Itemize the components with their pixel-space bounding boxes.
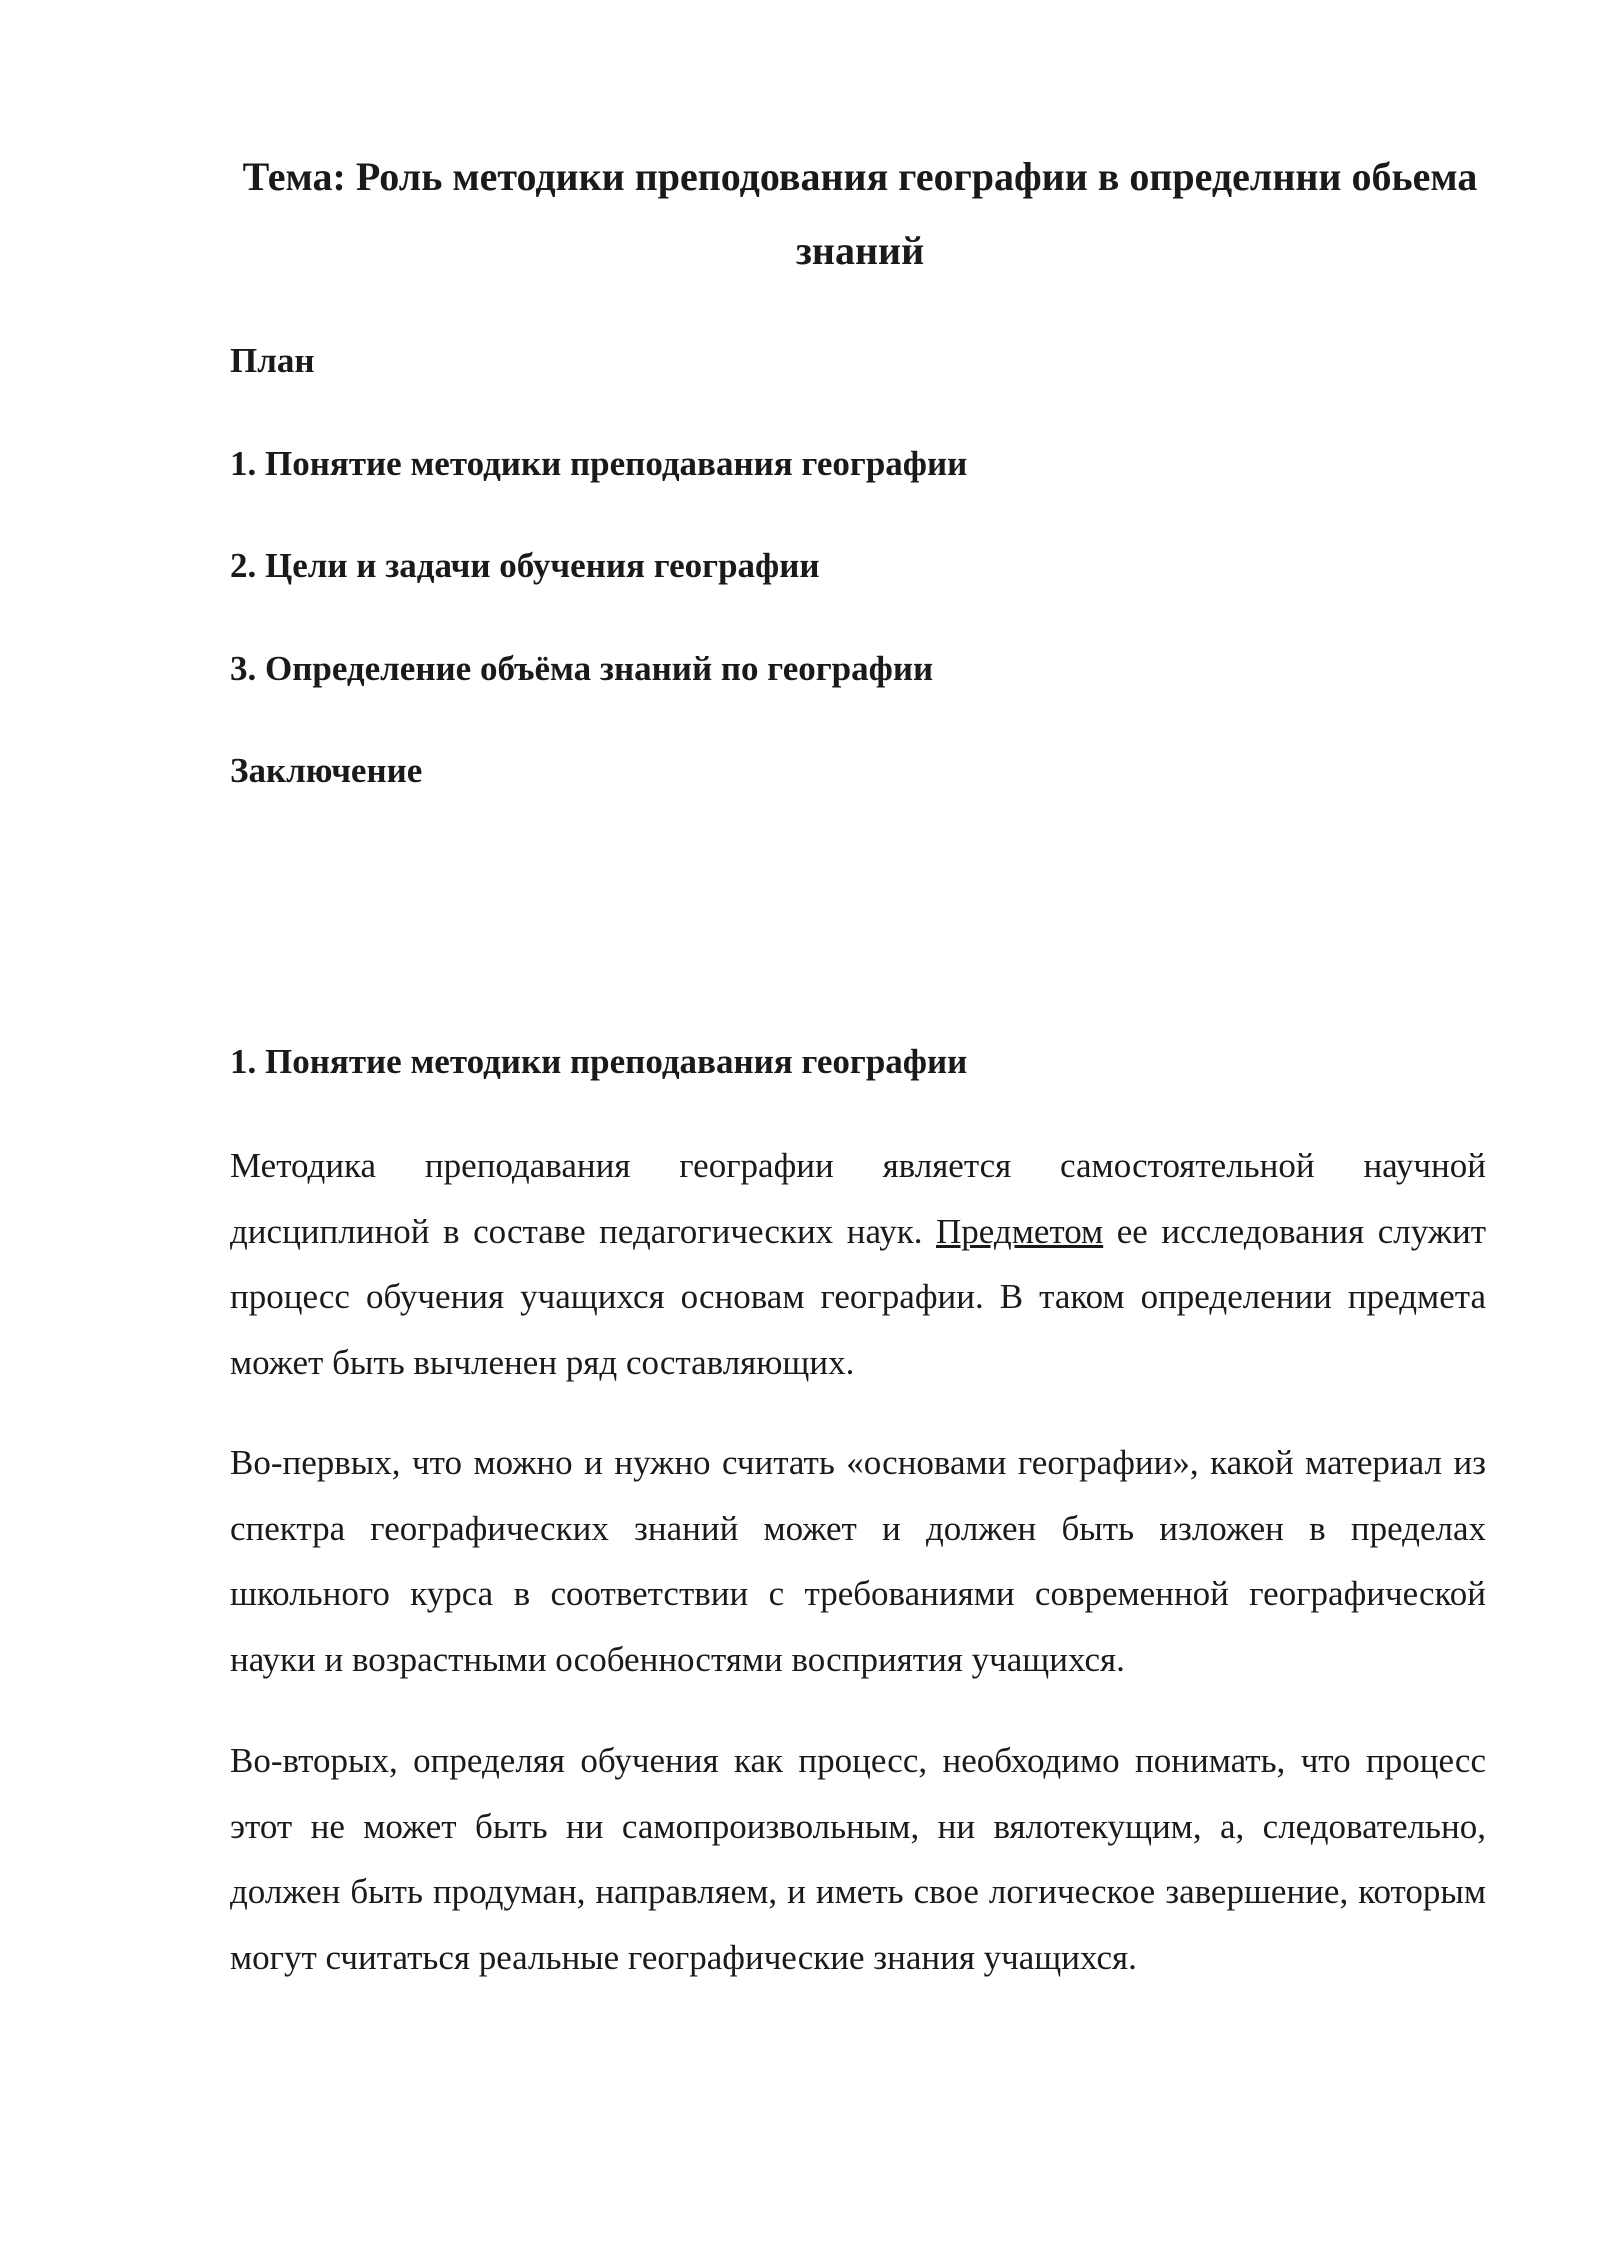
plan-item-3: 3. Определение объёма знаний по географии [230, 649, 934, 688]
plan-heading: План [230, 341, 315, 380]
paragraph-text: ее исследования служит процесс обучения учащихся основам географии. В таком определении предмета может быть вычленен ряд составляющих. [230, 1211, 1486, 1382]
predmet-link[interactable]: Предметом [936, 1211, 1104, 1251]
section-1-heading: 1. Понятие методики преподавания географии [230, 1042, 968, 1081]
plan-conclusion: Заключение [230, 751, 423, 790]
paragraph-text: Методика преподавания географии является самостоятельной научной дисциплиной в составе педагогических наук. [230, 1146, 1486, 1251]
section-1-paragraph-3: Во-вторых, определяя обучения как процесс, необходимо понимать, что процесс этот не может быть ни самопроизвольным, ни вялотекущим, а, следовательно, должен быть продуман, направляем, и иметь свое логическое завершение, которым могут считаться реальные географические знания учащихся. [230, 1741, 1486, 1977]
document-title: Тема: Роль методики преподования географии в определнни обьема знаний [242, 154, 1478, 273]
section-1-paragraph-1 [230, 1133, 1486, 1395]
plan-item-2: 2. Цели и задачи обучения географии [230, 546, 820, 585]
plan-item-1: 1. Понятие методики преподавания географии [230, 444, 968, 483]
section-1-paragraph-2: Во-первых, что можно и нужно считать «основами географии», какой материал из спектра географических знаний может и должен быть изложен в пределах школьного курса в соответствии с требованиями современной географической науки и возрастными особенностями восприятия учащихся. [230, 1443, 1486, 1679]
